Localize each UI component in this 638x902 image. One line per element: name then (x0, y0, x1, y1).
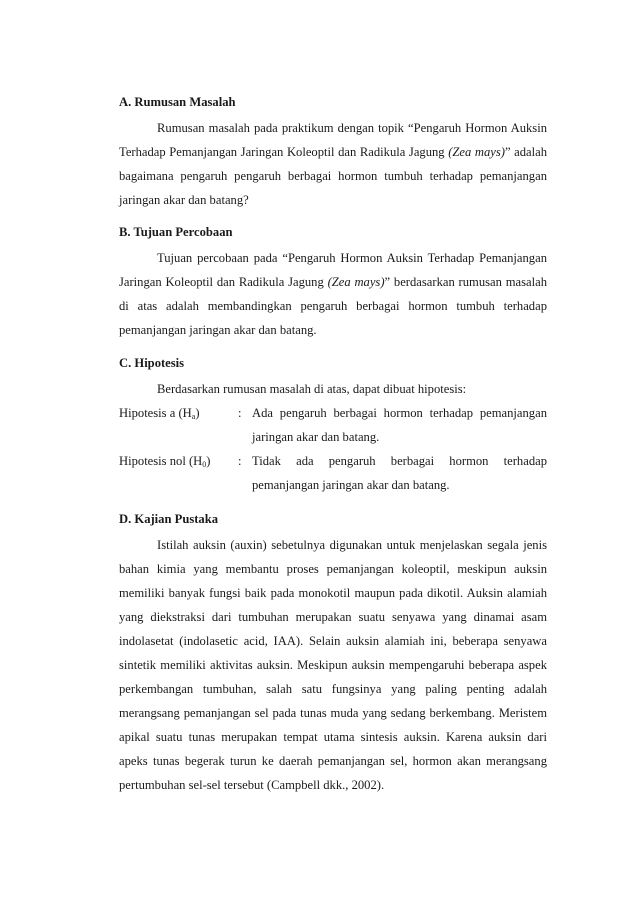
hypothesis-intro: Berdasarkan rumusan masalah di atas, dapat dibuat hipotesis: (157, 382, 467, 396)
section-hipotesis (119, 353, 547, 497)
paragraph: Istilah auksin (auxin) sebetulnya digunakan untuk menjelaskan segala jenis bahan kimia yang membantu proses pemanjangan koleoptil, meskipun auksin memiliki banyak fungsi baik pada monokotil maupun pada dikotil. Auksin alamiah yang diekstraksi dari tumbuhan merupakan suatu senyawa yang dinamai asam indolasetat (indolasetic acid, IAA). Selain auksin alamiah ini, beberapa senyawa sintetik memiliki aktivitas auksin. Meskipun auksin mempengaruhi beberapa aspek perkembangan tumbuhan, salah satu fungsinya yang paling penting adalah merangsang pemanjangan sel pada tunas muda yang sedang berkembang. Meristem apikal suatu tunas merupakan tempat utama sintesis auksin. Karena auksin dari apeks tunas begerak turun ke daerah pemanjangan sel, hormon akan merangsang pertumbuhan sel-sel tersebut (Campbell dkk., 2002). (119, 538, 547, 792)
paragraph-text: Rumusan masalah pada praktikum dengan topik “Pengaruh Hormon Auksin Terhadap Pemanjangan Jaringan Koleoptil dan Radikula Jagung (119, 121, 547, 159)
paragraph (119, 116, 547, 212)
section-heading: B. Tujuan Percobaan (119, 225, 233, 239)
section-heading: A. Rumusan Masalah (119, 95, 236, 109)
italic-species-name: (Zea mays) (327, 275, 385, 289)
section-rumusan-masalah (119, 92, 547, 212)
section-heading: D. Kajian Pustaka (119, 512, 219, 526)
italic-species-name: (Zea mays) (448, 145, 505, 159)
section-kajian-pustaka (119, 509, 547, 797)
section-heading: C. Hipotesis (119, 356, 185, 370)
hypothesis-label: Hipotesis a $(H_a)$ (119, 406, 200, 421)
colon: : (238, 406, 242, 420)
section-tujuan-percobaan (119, 222, 547, 342)
paragraph-text: Tujuan percobaan pada “Pengaruh Hormon Auksin Terhadap Pemanjangan Jaringan Koleoptil dan Radikula Jagung (119, 251, 547, 289)
hypothesis-null (119, 449, 547, 497)
hypothesis-alternative (119, 401, 547, 449)
hypothesis-text: Ada pengaruh berbagai hormon terhadap pemanjangan jaringan akar dan batang. (252, 406, 547, 444)
hypothesis-text: Tidak ada pengaruh berbagai hormon terhadap pemanjangan jaringan akar dan batang. (252, 454, 547, 492)
paragraph-text: ” berdasarkan rumusan masalah di atas adalah membandingkan pengaruh berbagai hormon tumbuh terhadap pemanjangan jaringan akar dan batang. (119, 275, 547, 337)
paragraph (119, 246, 547, 342)
colon: : (238, 454, 242, 468)
paragraph-text: ” adalah bagaimana pengaruh pengaruh berbagai hormon tumbuh terhadap pemanjangan jaringan akar dan batang? (119, 145, 547, 207)
hypothesis-label: Hipotesis nol $(H_0)$ (119, 454, 211, 469)
